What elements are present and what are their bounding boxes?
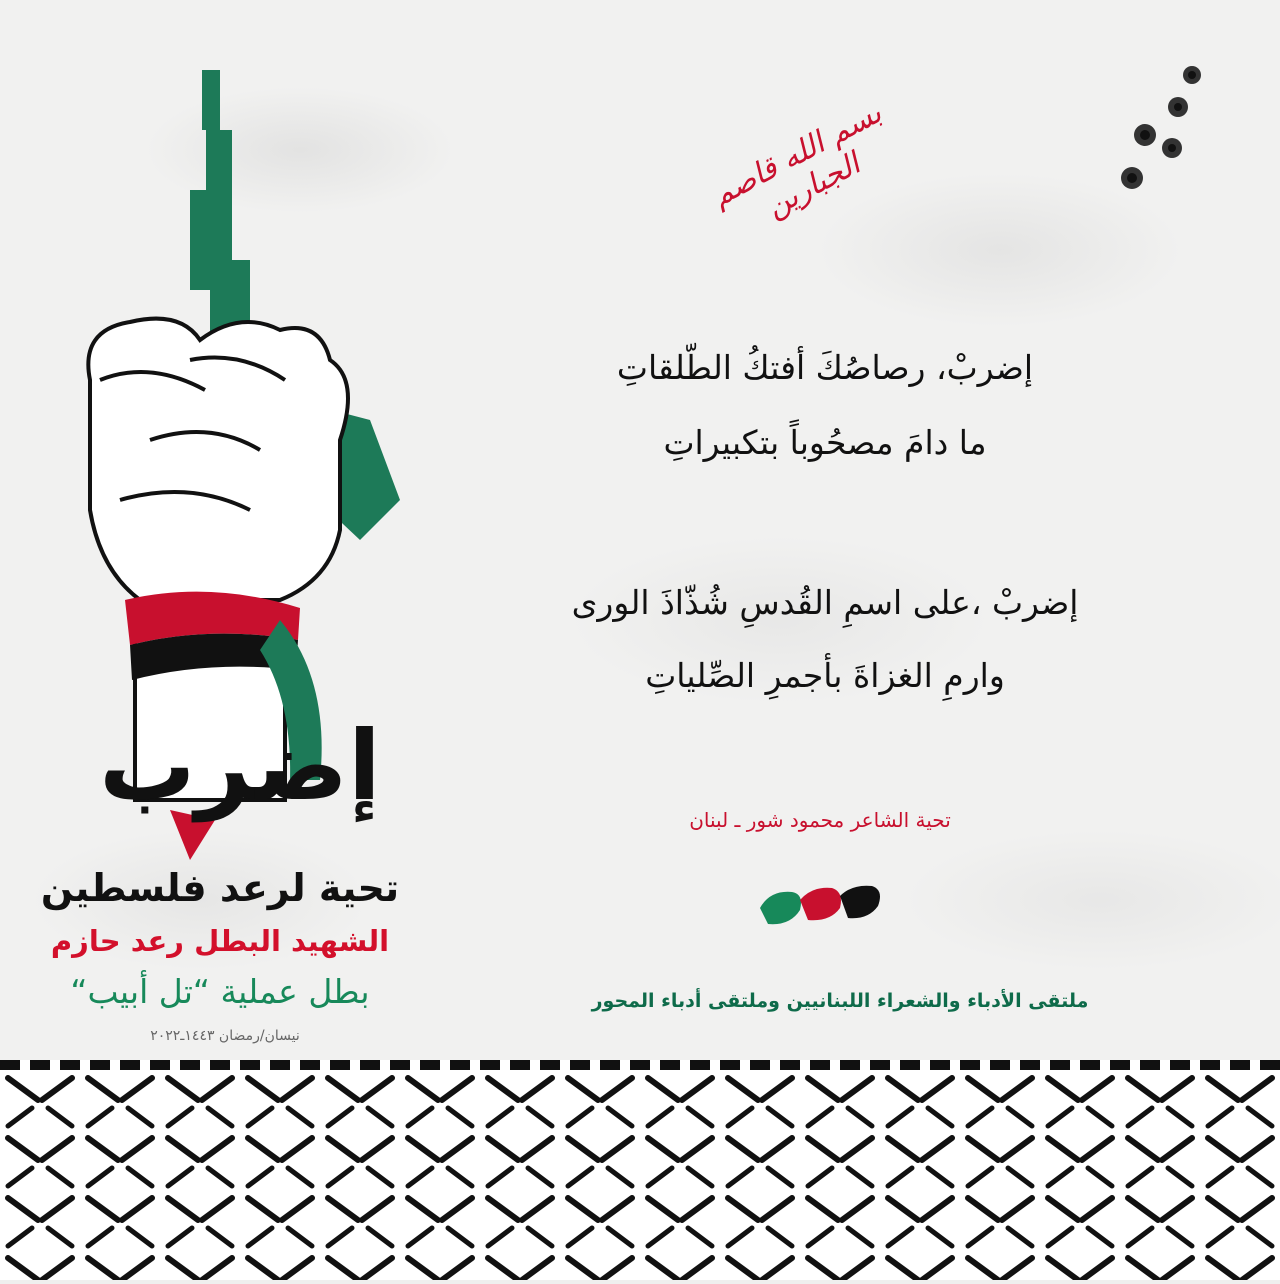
bullet-hole-icon <box>1110 55 1210 205</box>
left-title: تحية لرعد فلسطين <box>40 866 400 910</box>
poem-line-2: ما دامَ مصحُوباً بتكبيراتِ <box>663 423 987 462</box>
forum-signature: ملتقى الأدباء والشعراء اللبنانيين وملتقى أدباء المحور <box>591 990 1089 1012</box>
palestine-flag-icon <box>760 880 880 930</box>
strike-word-calligraphy: إضرب <box>99 710 381 822</box>
calligraphy-basmala <box>700 95 910 265</box>
left-subtitle: الشهيد البطل رعد حازم <box>50 924 390 958</box>
left-hero-operation: بطل عملية “تل أبيب“ <box>70 972 370 1011</box>
calligraphy-text: بسم الله قاصم الجبارين <box>706 95 888 225</box>
bullet-pattern-icon <box>0 1070 1280 1280</box>
poem-line-1: إضربْ، رصاصُكَ أفتكُ الطّلقاتِ <box>616 348 1034 387</box>
poem-line-3: إضربْ ،على اسمِ القُدسِ شُذّاذَ الورى <box>571 583 1079 622</box>
poet-dedication: تحية الشاعر محمود شور ـ لبنان <box>689 808 951 832</box>
left-date: نيسان/رمضان ١٤٤٣ـ٢٠٢٢ <box>150 1028 300 1044</box>
bottom-pattern-band <box>0 1060 1280 1280</box>
poem-line-4: وارمِ الغزاةَ بأجمرِ الصِّلياتِ <box>645 656 1005 695</box>
